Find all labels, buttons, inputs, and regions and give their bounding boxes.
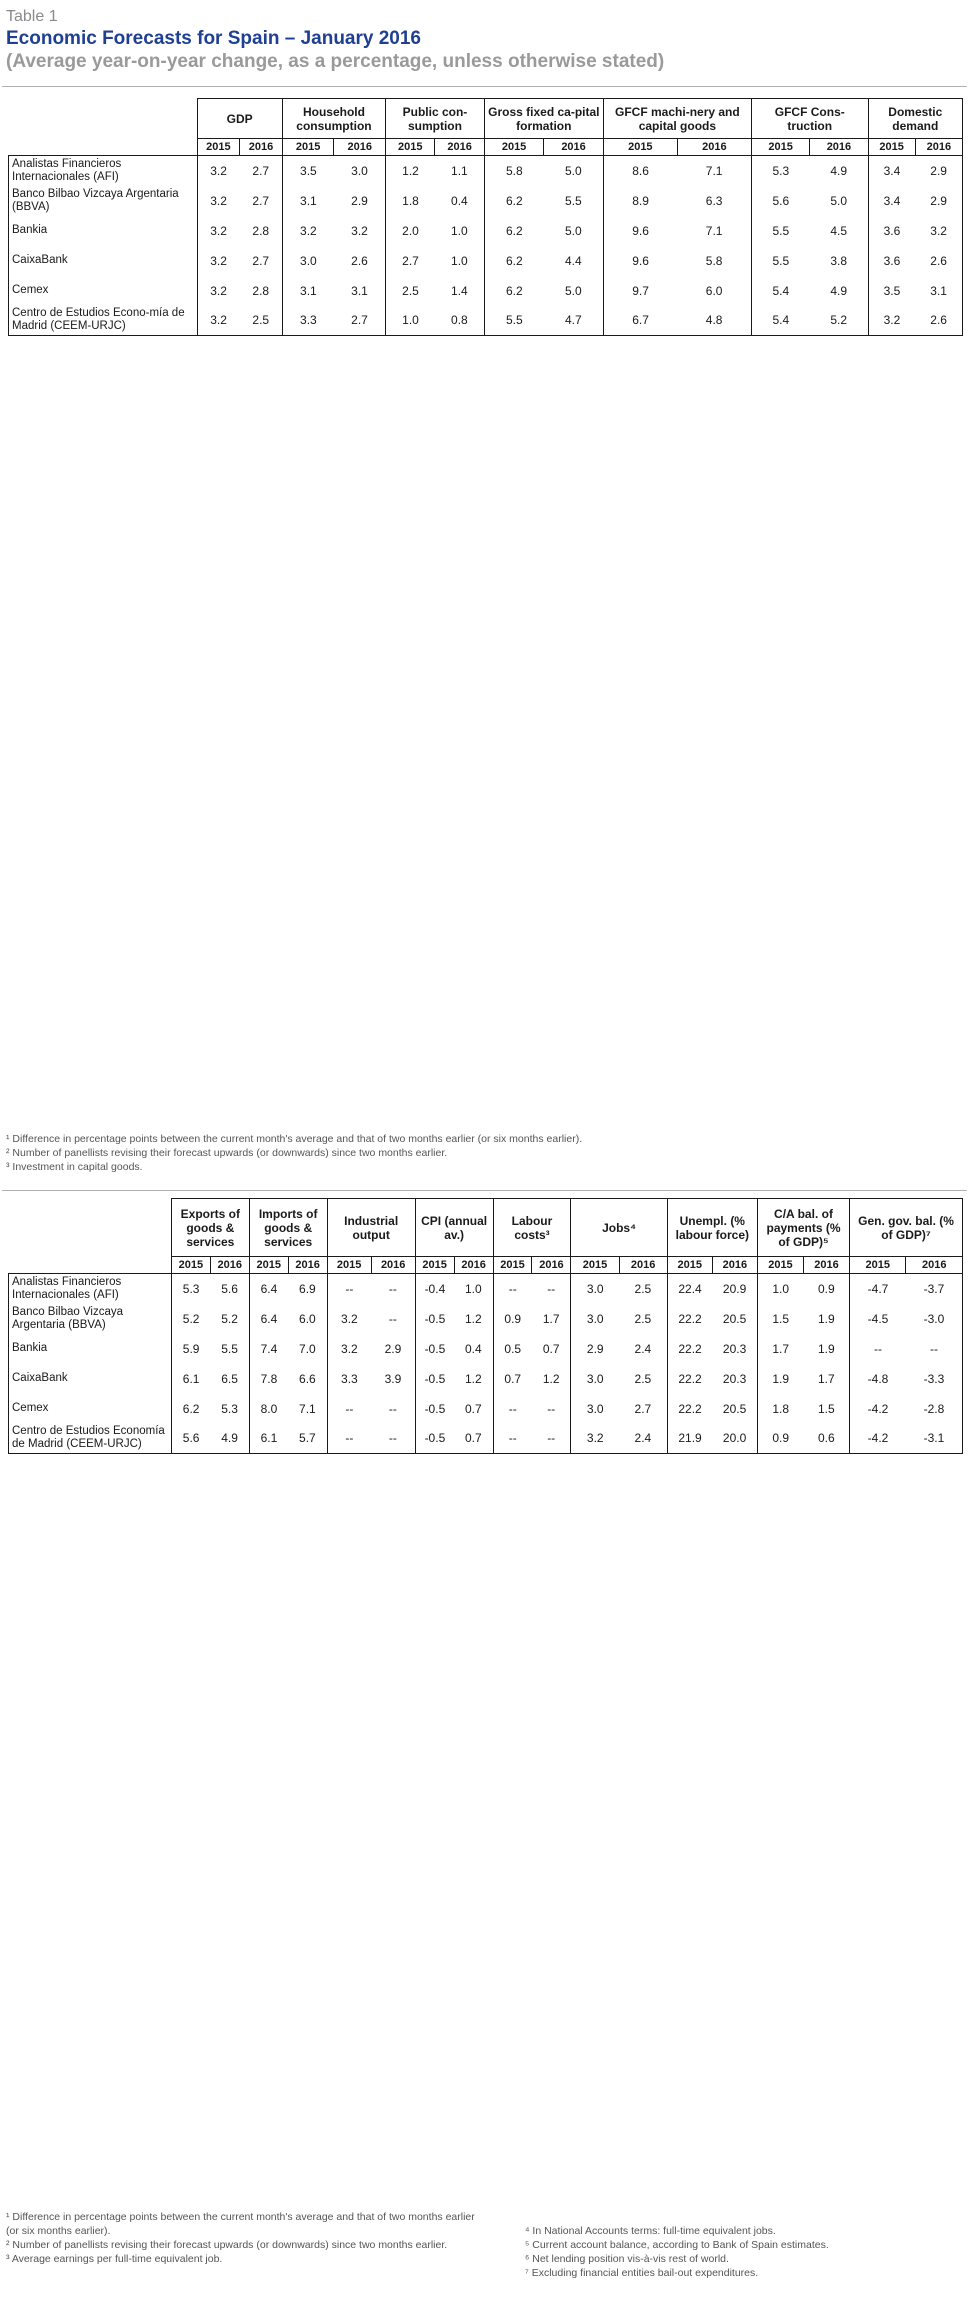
footnotes-table-2-right xyxy=(525,2224,965,2280)
table-cell: 3.2 xyxy=(282,216,334,246)
table-cell: 6.4 xyxy=(249,1274,288,1304)
table-row xyxy=(9,1424,963,1454)
table-cell: 0.4 xyxy=(435,186,484,216)
col-group-gdp: GDP xyxy=(197,99,282,139)
table-cell: 9.6 xyxy=(603,216,677,246)
table-cell: 3.2 xyxy=(197,186,240,216)
row-label: Analistas Financieros Internacionales (AFI) xyxy=(9,156,198,186)
table-cell: 2.4 xyxy=(619,1334,667,1364)
year-header: 2016 xyxy=(915,139,962,156)
row-label: Bankia xyxy=(9,216,198,246)
table-cell: 22.2 xyxy=(667,1334,712,1364)
table-cell: 7.1 xyxy=(677,156,751,186)
table-cell: 20.5 xyxy=(712,1304,757,1334)
table-cell: 3.2 xyxy=(915,216,962,246)
year-header: 2016 xyxy=(544,139,603,156)
table-cell: -3.7 xyxy=(906,1274,963,1304)
table-cell: 6.2 xyxy=(484,276,543,306)
table-cell: 3.2 xyxy=(197,156,240,186)
table-cell: 1.8 xyxy=(757,1394,803,1424)
table-row xyxy=(9,1334,963,1364)
table-cell: 3.1 xyxy=(334,276,386,306)
table-row xyxy=(9,1274,963,1304)
row-label: Centro de Estudios Econo-mía de Madrid (CEEM-URJC) xyxy=(9,306,198,336)
year-header: 2016 xyxy=(712,1257,757,1274)
table-cell: -4.2 xyxy=(850,1424,906,1454)
table-cell: 3.2 xyxy=(571,1424,619,1454)
table-cell: -- xyxy=(532,1424,571,1454)
table-cell: 0.5 xyxy=(493,1334,532,1364)
table-cell: 0.9 xyxy=(493,1304,532,1334)
table-cell: 0.7 xyxy=(493,1364,532,1394)
table-cell: 4.9 xyxy=(810,276,868,306)
table-cell: 2.8 xyxy=(240,216,283,246)
table-cell: 20.0 xyxy=(712,1424,757,1454)
year-header: 2015 xyxy=(386,139,435,156)
table-cell: 1.8 xyxy=(386,186,435,216)
table-cell: -0.5 xyxy=(415,1364,454,1394)
table-cell: 1.9 xyxy=(804,1334,850,1364)
footnote: ² Number of panellists revising their forecast upwards (or downwards) since two months earlier. xyxy=(6,1147,448,1159)
table-cell: 5.8 xyxy=(484,156,543,186)
table-cell: 3.2 xyxy=(197,246,240,276)
year-header: 2015 xyxy=(197,139,240,156)
table-cell: 3.4 xyxy=(868,186,915,216)
table-cell: 9.6 xyxy=(603,246,677,276)
table-cell: 20.9 xyxy=(712,1274,757,1304)
year-header: 2015 xyxy=(571,1257,619,1274)
table-cell: 2.7 xyxy=(240,246,283,276)
table-cell: 0.4 xyxy=(454,1334,493,1364)
col-group-gfcf: Gross fixed ca-pital formation xyxy=(484,99,603,139)
page-subtitle: (Average year-on-year change, as a percentage, unless otherwise stated) xyxy=(6,51,665,72)
table-cell: 5.0 xyxy=(544,216,603,246)
table-cell: -0.5 xyxy=(415,1304,454,1334)
year-header: 2015 xyxy=(171,1257,210,1274)
col-group-public-consumption: Public con-sumption xyxy=(386,99,485,139)
table-cell: 6.7 xyxy=(603,306,677,336)
table-cell: 3.8 xyxy=(810,246,868,276)
table-cell: 5.0 xyxy=(544,276,603,306)
footnote: ⁷ Excluding financial entities bail-out expenditures. xyxy=(525,2267,759,2279)
table-cell: 2.0 xyxy=(386,216,435,246)
year-header: 2015 xyxy=(415,1257,454,1274)
table-cell: 5.5 xyxy=(751,246,809,276)
table-cell: -- xyxy=(371,1274,415,1304)
table-cell: 6.3 xyxy=(677,186,751,216)
year-header: 2015 xyxy=(603,139,677,156)
table-cell: 1.4 xyxy=(435,276,484,306)
table-cell: 4.4 xyxy=(544,246,603,276)
col-group-jobs: Jobs⁴ xyxy=(571,1199,667,1257)
col-group-exports: Exports of goods & services xyxy=(171,1199,249,1257)
table-cell: -- xyxy=(493,1394,532,1424)
table-cell: -- xyxy=(906,1334,963,1364)
table-cell: 8.0 xyxy=(249,1394,288,1424)
table-cell: 3.6 xyxy=(868,216,915,246)
table-cell: -4.5 xyxy=(850,1304,906,1334)
footnote: ³ Investment in capital goods. xyxy=(6,1161,143,1173)
year-header: 2015 xyxy=(327,1257,371,1274)
table-cell: 5.0 xyxy=(810,186,868,216)
table-cell: -- xyxy=(850,1334,906,1364)
footnote: ² Number of panellists revising their forecast upwards (or downwards) since two months earlier. xyxy=(6,2239,448,2251)
table-cell: 1.1 xyxy=(435,156,484,186)
forecast-table-1 xyxy=(8,98,963,336)
row-label: Cemex xyxy=(9,1394,172,1424)
table-cell: 8.6 xyxy=(603,156,677,186)
year-header: 2015 xyxy=(850,1257,906,1274)
table-cell: 2.5 xyxy=(619,1304,667,1334)
table-row xyxy=(9,306,963,336)
table-cell: 2.7 xyxy=(240,186,283,216)
year-header: 2016 xyxy=(454,1257,493,1274)
table-cell: 9.7 xyxy=(603,276,677,306)
table-cell: 3.0 xyxy=(571,1394,619,1424)
table-cell: 5.8 xyxy=(677,246,751,276)
footnotes-table-2-left xyxy=(6,2210,476,2266)
table-cell: 3.4 xyxy=(868,156,915,186)
table-cell: 4.9 xyxy=(210,1424,249,1454)
table-cell: 3.2 xyxy=(334,216,386,246)
table-cell: 5.4 xyxy=(751,276,809,306)
table-cell: -0.5 xyxy=(415,1334,454,1364)
table-cell: 3.2 xyxy=(197,306,240,336)
table-cell: 6.9 xyxy=(288,1274,327,1304)
table-cell: -- xyxy=(493,1424,532,1454)
table-cell: 2.9 xyxy=(371,1334,415,1364)
table-cell: -- xyxy=(532,1394,571,1424)
row-label: CaixaBank xyxy=(9,246,198,276)
col-group-imports: Imports of goods & services xyxy=(249,1199,327,1257)
table-cell: 3.0 xyxy=(571,1364,619,1394)
table-cell: 3.1 xyxy=(915,276,962,306)
table-cell: 5.6 xyxy=(171,1424,210,1454)
forecast-table-2-body xyxy=(9,1274,963,1454)
table-cell: 7.4 xyxy=(249,1334,288,1364)
table-cell: 5.5 xyxy=(544,186,603,216)
table-cell: -3.0 xyxy=(906,1304,963,1334)
table-cell: -4.7 xyxy=(850,1274,906,1304)
row-label: Bankia xyxy=(9,1334,172,1364)
col-group-ca-balance: C/A bal. of payments (% of GDP)⁵ xyxy=(757,1199,849,1257)
col-group-industrial-output: Industrial output xyxy=(327,1199,415,1257)
table-cell: 2.7 xyxy=(240,156,283,186)
table-cell: 5.6 xyxy=(751,186,809,216)
table-cell: -0.5 xyxy=(415,1424,454,1454)
col-group-gfcf-machinery: GFCF machi-nery and capital goods xyxy=(603,99,751,139)
table-cell: 2.5 xyxy=(619,1274,667,1304)
table-cell: 5.5 xyxy=(751,216,809,246)
table-cell: -3.1 xyxy=(906,1424,963,1454)
table-cell: 2.7 xyxy=(619,1394,667,1424)
row-label: Banco Bilbao Vizcaya Argentaria (BBVA) xyxy=(9,1304,172,1334)
table-cell: 1.0 xyxy=(757,1274,803,1304)
table-cell: 2.9 xyxy=(915,186,962,216)
table-cell: 6.2 xyxy=(484,186,543,216)
table-cell: 1.5 xyxy=(757,1304,803,1334)
table-cell: -0.4 xyxy=(415,1274,454,1304)
table-cell: -0.5 xyxy=(415,1394,454,1424)
table-cell: 4.5 xyxy=(810,216,868,246)
table-cell: 7.1 xyxy=(677,216,751,246)
year-header: 2015 xyxy=(667,1257,712,1274)
forecast-table-2 xyxy=(8,1198,963,1454)
table-cell: 6.2 xyxy=(484,216,543,246)
table-cell: 3.0 xyxy=(571,1274,619,1304)
table-cell: 3.2 xyxy=(197,276,240,306)
table-cell: 2.6 xyxy=(334,246,386,276)
table-cell: 2.9 xyxy=(915,156,962,186)
table-cell: 5.5 xyxy=(210,1334,249,1364)
page-header xyxy=(6,8,664,73)
footnote: ¹ Difference in percentage points between the current month's average and that of two months earlier (or six months earlier). xyxy=(6,2211,475,2237)
footnote: ⁶ Net lending position vis-à-vis rest of world. xyxy=(525,2253,729,2265)
forecast-table-1-body xyxy=(9,156,963,336)
table-cell: -4.8 xyxy=(850,1364,906,1394)
table-cell: 1.2 xyxy=(532,1364,571,1394)
table-cell: 2.5 xyxy=(386,276,435,306)
table-row xyxy=(9,186,963,216)
row-label: Cemex xyxy=(9,276,198,306)
year-header: 2015 xyxy=(493,1257,532,1274)
table-cell: 6.0 xyxy=(288,1304,327,1334)
table-cell: -- xyxy=(371,1424,415,1454)
table-cell: 7.8 xyxy=(249,1364,288,1394)
table-cell: 5.5 xyxy=(484,306,543,336)
col-group-gfcf-construction: GFCF Cons-truction xyxy=(751,99,868,139)
footnotes-table-1 xyxy=(6,1132,961,1174)
table-cell: 0.6 xyxy=(804,1424,850,1454)
year-header: 2015 xyxy=(868,139,915,156)
table-row xyxy=(9,156,963,186)
row-label: Centro de Estudios Economía de Madrid (CEEM-URJC) xyxy=(9,1424,172,1454)
year-header: 2016 xyxy=(532,1257,571,1274)
year-header: 2015 xyxy=(751,139,809,156)
table-cell: 1.0 xyxy=(435,216,484,246)
table-cell: 6.2 xyxy=(171,1394,210,1424)
year-header: 2016 xyxy=(334,139,386,156)
table-cell: 3.3 xyxy=(327,1364,371,1394)
table-cell: 1.5 xyxy=(804,1394,850,1424)
footnote: ⁴ In National Accounts terms: full-time equivalent jobs. xyxy=(525,2225,776,2237)
table-cell: 0.9 xyxy=(804,1274,850,1304)
row-label: Analistas Financieros Internacionales (AFI) xyxy=(9,1274,172,1304)
table-cell: 4.7 xyxy=(544,306,603,336)
col-group-domestic-demand: Domestic demand xyxy=(868,99,962,139)
table-cell: 20.3 xyxy=(712,1334,757,1364)
table-cell: 2.6 xyxy=(915,246,962,276)
table-cell: 5.2 xyxy=(810,306,868,336)
table-cell: 6.1 xyxy=(171,1364,210,1394)
table-cell: 3.2 xyxy=(868,306,915,336)
table-row xyxy=(9,216,963,246)
table-cell: 1.0 xyxy=(386,306,435,336)
col-group-labour-costs: Labour costs³ xyxy=(493,1199,571,1257)
footnote: ⁵ Current account balance, according to Bank of Spain estimates. xyxy=(525,2239,829,2251)
table-cell: -- xyxy=(327,1424,371,1454)
table-cell: 3.0 xyxy=(571,1304,619,1334)
table-cell: 2.5 xyxy=(240,306,283,336)
table-cell: 3.6 xyxy=(868,246,915,276)
table-cell: 6.0 xyxy=(677,276,751,306)
header-divider xyxy=(2,86,967,87)
table-cell: 1.0 xyxy=(435,246,484,276)
year-header: 2016 xyxy=(371,1257,415,1274)
table-cell: 2.5 xyxy=(619,1364,667,1394)
table-cell: 3.3 xyxy=(282,306,334,336)
table-cell: 3.0 xyxy=(282,246,334,276)
table-cell: 6.2 xyxy=(484,246,543,276)
table-cell: -- xyxy=(371,1304,415,1334)
table-row xyxy=(9,1304,963,1334)
col-group-unemployment: Unempl. (% labour force) xyxy=(667,1199,757,1257)
year-header: 2016 xyxy=(435,139,484,156)
year-header: 2015 xyxy=(484,139,543,156)
table-cell: 3.2 xyxy=(197,216,240,246)
table-cell: 4.8 xyxy=(677,306,751,336)
table-cell: 1.2 xyxy=(454,1364,493,1394)
table-cell: 5.3 xyxy=(171,1274,210,1304)
table-cell: 2.8 xyxy=(240,276,283,306)
table-cell: 20.5 xyxy=(712,1394,757,1424)
col-group-household-consumption: Household consumption xyxy=(282,99,385,139)
table-cell: 2.4 xyxy=(619,1424,667,1454)
table-row xyxy=(9,246,963,276)
year-header: 2016 xyxy=(810,139,868,156)
table-cell: 20.3 xyxy=(712,1364,757,1394)
table-cell: 0.9 xyxy=(757,1424,803,1454)
table-cell: 1.2 xyxy=(386,156,435,186)
footnote: ³ Average earnings per full-time equivalent job. xyxy=(6,2253,223,2265)
table-cell: 3.5 xyxy=(282,156,334,186)
row-label: Banco Bilbao Vizcaya Argentaria (BBVA) xyxy=(9,186,198,216)
table-cell: 1.2 xyxy=(454,1304,493,1334)
table-cell: 6.6 xyxy=(288,1364,327,1394)
year-header: 2016 xyxy=(804,1257,850,1274)
table-cell: -- xyxy=(371,1394,415,1424)
year-header: 2015 xyxy=(282,139,334,156)
table-cell: -2.8 xyxy=(906,1394,963,1424)
table-cell: 4.9 xyxy=(810,156,868,186)
table-cell: -- xyxy=(327,1274,371,1304)
table-cell: 5.0 xyxy=(544,156,603,186)
table-row xyxy=(9,276,963,306)
table-cell: 2.9 xyxy=(571,1334,619,1364)
table-cell: 2.9 xyxy=(334,186,386,216)
table-cell: 0.7 xyxy=(532,1334,571,1364)
table-cell: 5.2 xyxy=(171,1304,210,1334)
year-header: 2016 xyxy=(240,139,283,156)
year-header: 2016 xyxy=(210,1257,249,1274)
row-label: CaixaBank xyxy=(9,1364,172,1394)
table-cell: 5.2 xyxy=(210,1304,249,1334)
table-cell: 8.9 xyxy=(603,186,677,216)
table-cell: 1.7 xyxy=(532,1304,571,1334)
table-cell: 1.7 xyxy=(757,1334,803,1364)
table-cell: 2.7 xyxy=(334,306,386,336)
table-cell: 0.7 xyxy=(454,1394,493,1424)
year-header: 2016 xyxy=(677,139,751,156)
table-cell: 7.1 xyxy=(288,1394,327,1424)
table-cell: -3.3 xyxy=(906,1364,963,1394)
table-cell: 3.0 xyxy=(334,156,386,186)
table-cell: -- xyxy=(327,1394,371,1424)
footnote: ¹ Difference in percentage points between the current month's average and that of two months earlier (or six months earlier). xyxy=(6,1133,583,1145)
table-cell: 6.1 xyxy=(249,1424,288,1454)
table-cell: 5.3 xyxy=(751,156,809,186)
table-cell: -- xyxy=(493,1274,532,1304)
table-cell: 22.2 xyxy=(667,1304,712,1334)
table-cell: 22.2 xyxy=(667,1364,712,1394)
table-cell: 5.6 xyxy=(210,1274,249,1304)
table-cell: 5.4 xyxy=(751,306,809,336)
year-header: 2015 xyxy=(249,1257,288,1274)
table-row xyxy=(9,1364,963,1394)
year-header: 2016 xyxy=(906,1257,963,1274)
table-cell: 22.4 xyxy=(667,1274,712,1304)
table-cell: 3.2 xyxy=(327,1334,371,1364)
col-group-gen-gov-balance: Gen. gov. bal. (% of GDP)⁷ xyxy=(850,1199,963,1257)
section-divider xyxy=(2,1190,967,1191)
table-cell: 6.5 xyxy=(210,1364,249,1394)
year-header: 2016 xyxy=(619,1257,667,1274)
table-cell: 0.7 xyxy=(454,1424,493,1454)
table-cell: 1.0 xyxy=(454,1274,493,1304)
table-cell: 6.4 xyxy=(249,1304,288,1334)
col-group-cpi: CPI (annual av.) xyxy=(415,1199,493,1257)
table-row xyxy=(9,1394,963,1424)
table-cell: -4.2 xyxy=(850,1394,906,1424)
table-cell: -- xyxy=(532,1274,571,1304)
table-cell: 1.7 xyxy=(804,1364,850,1394)
table-cell: 1.9 xyxy=(804,1304,850,1334)
table-cell: 2.7 xyxy=(386,246,435,276)
table-cell: 7.0 xyxy=(288,1334,327,1364)
table-cell: 5.9 xyxy=(171,1334,210,1364)
table-cell: 5.7 xyxy=(288,1424,327,1454)
table-cell: 1.9 xyxy=(757,1364,803,1394)
table-cell: 22.2 xyxy=(667,1394,712,1424)
table-cell: 5.3 xyxy=(210,1394,249,1424)
table-cell: 3.2 xyxy=(327,1304,371,1334)
page-title: Economic Forecasts for Spain – January 2016 xyxy=(6,28,422,49)
table-cell: 3.1 xyxy=(282,186,334,216)
table-cell: 21.9 xyxy=(667,1424,712,1454)
table-cell: 0.8 xyxy=(435,306,484,336)
year-header: 2016 xyxy=(288,1257,327,1274)
table-cell: 3.1 xyxy=(282,276,334,306)
table-cell: 3.5 xyxy=(868,276,915,306)
table-cell: 2.6 xyxy=(915,306,962,336)
table-label: Table 1 xyxy=(6,8,58,25)
table-cell: 3.9 xyxy=(371,1364,415,1394)
year-header: 2015 xyxy=(757,1257,803,1274)
